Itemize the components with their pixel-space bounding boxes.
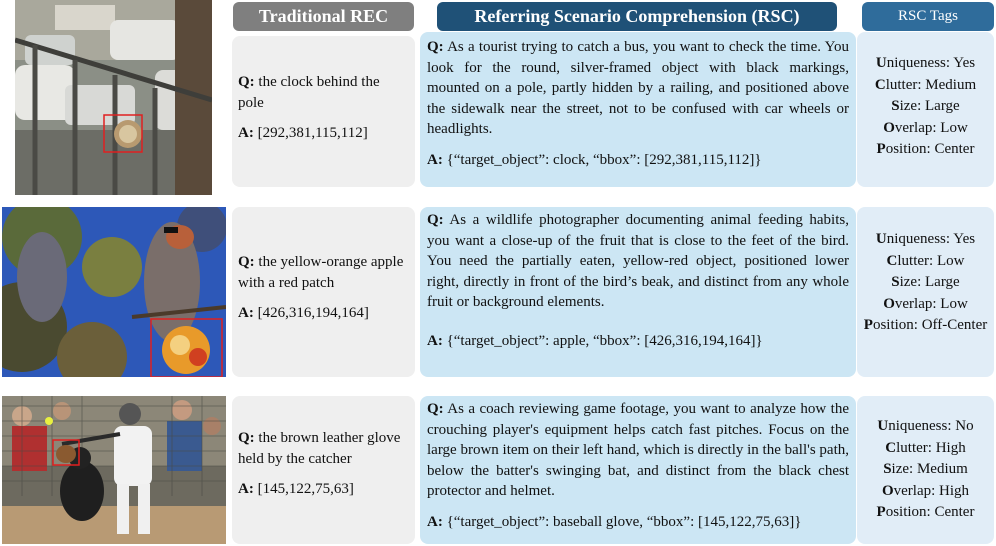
- rsc-cell-3: [420, 396, 856, 544]
- tag-size: Size: Large: [891, 274, 960, 290]
- tag-position: Position: Center: [876, 504, 975, 520]
- traditional-question: the clock behind the pole: [238, 74, 380, 111]
- rsc-answer: {“target_object”: clock, “bbox”: [292,381,115,112]}: [446, 151, 762, 168]
- traditional-answer: [426,316,194,164]: [257, 305, 369, 321]
- tag-uniqueness: Uniqueness: Yes: [875, 231, 976, 247]
- q-label: Q:: [238, 74, 255, 90]
- rsc-question: As a coach reviewing game footage, you want to analyze how the crouching player's equipment helps catch fast pitches. Focus on the large brown item on their left hand, which is directly in the ball's path, below the batter's swinging bat, and distinct from the black chest protector and helmet.: [427, 401, 849, 499]
- rsc-question: As a tourist trying to catch a bus, you want to check the time. You look for the round, silver-framed object with black markings, mounted on a pole, partly hidden by a railing, and positioned above the sidewalk near the street, not to be confused with car wheels or headlights.: [427, 39, 849, 137]
- q-label: Q:: [238, 430, 255, 446]
- a-label: A:: [238, 305, 254, 321]
- tag-size: Size: Large: [891, 98, 960, 114]
- rsc-tags-header: RSC Tags: [862, 2, 994, 31]
- tag-position: Position: Off-Center: [863, 317, 988, 333]
- traditional-answer: [145,122,75,63]: [257, 481, 354, 497]
- tag-size: Size: Medium: [883, 461, 968, 477]
- traditional-rec-cell-3: [232, 396, 415, 544]
- rsc-answer: {“target_object”: apple, “bbox”: [426,316,194,164]}: [446, 332, 763, 349]
- tag-position: Position: Center: [876, 141, 975, 157]
- rsc-cell-2: [420, 207, 856, 377]
- clock-street-photo: [15, 0, 212, 195]
- tag-overlap: Overlap: Low: [883, 295, 968, 312]
- q-label: Q:: [427, 401, 444, 417]
- a-label: A:: [238, 481, 254, 497]
- a-label: A:: [427, 151, 443, 168]
- a-label: A:: [427, 513, 443, 530]
- q-label: Q:: [238, 254, 255, 270]
- traditional-rec-cell-1: [232, 36, 415, 187]
- tag-uniqueness: Uniqueness: No: [877, 418, 974, 434]
- tag-clutter: Clutter: Low: [886, 252, 965, 269]
- traditional-answer: [292,381,115,112]: [257, 125, 368, 141]
- tag-uniqueness: Uniqueness: Yes: [875, 55, 976, 71]
- tag-clutter: Clutter: High: [885, 439, 966, 456]
- baseball-photo: [2, 396, 226, 544]
- rsc-tags-cell-1: [857, 32, 994, 187]
- traditional-rec-header: Traditional REC: [233, 2, 414, 31]
- rsc-answer: {“target_object”: baseball glove, “bbox”: [145,122,75,63]}: [446, 513, 802, 530]
- rsc-tags-cell-3: [857, 396, 994, 544]
- traditional-question: the brown leather glove held by the catcher: [238, 430, 401, 467]
- rsc-question: As a wildlife photographer documenting animal feeding habits, you want a close-up of the fruit that is close to the feet of the bird. You need the partially eaten, yellow-red object, positioned lower right, directly in front of the bird’s beak, and distinct from any whole fruit or background elements.: [427, 212, 849, 310]
- q-label: Q:: [427, 212, 444, 228]
- tag-overlap: Overlap: High: [881, 482, 970, 499]
- a-label: A:: [238, 125, 254, 141]
- traditional-rec-cell-2: [232, 207, 415, 377]
- a-label: A:: [427, 332, 443, 349]
- rsc-tags-cell-2: [857, 207, 994, 377]
- q-label: Q:: [427, 39, 444, 55]
- rsc-header: Referring Scenario Comprehension (RSC): [437, 2, 837, 31]
- tag-clutter: Clutter: Medium: [874, 76, 977, 93]
- tag-overlap: Overlap: Low: [883, 119, 968, 136]
- traditional-question: the yellow-orange apple with a red patch: [238, 254, 404, 291]
- bird-apple-photo: [2, 207, 226, 377]
- rsc-cell-1: [420, 32, 856, 187]
